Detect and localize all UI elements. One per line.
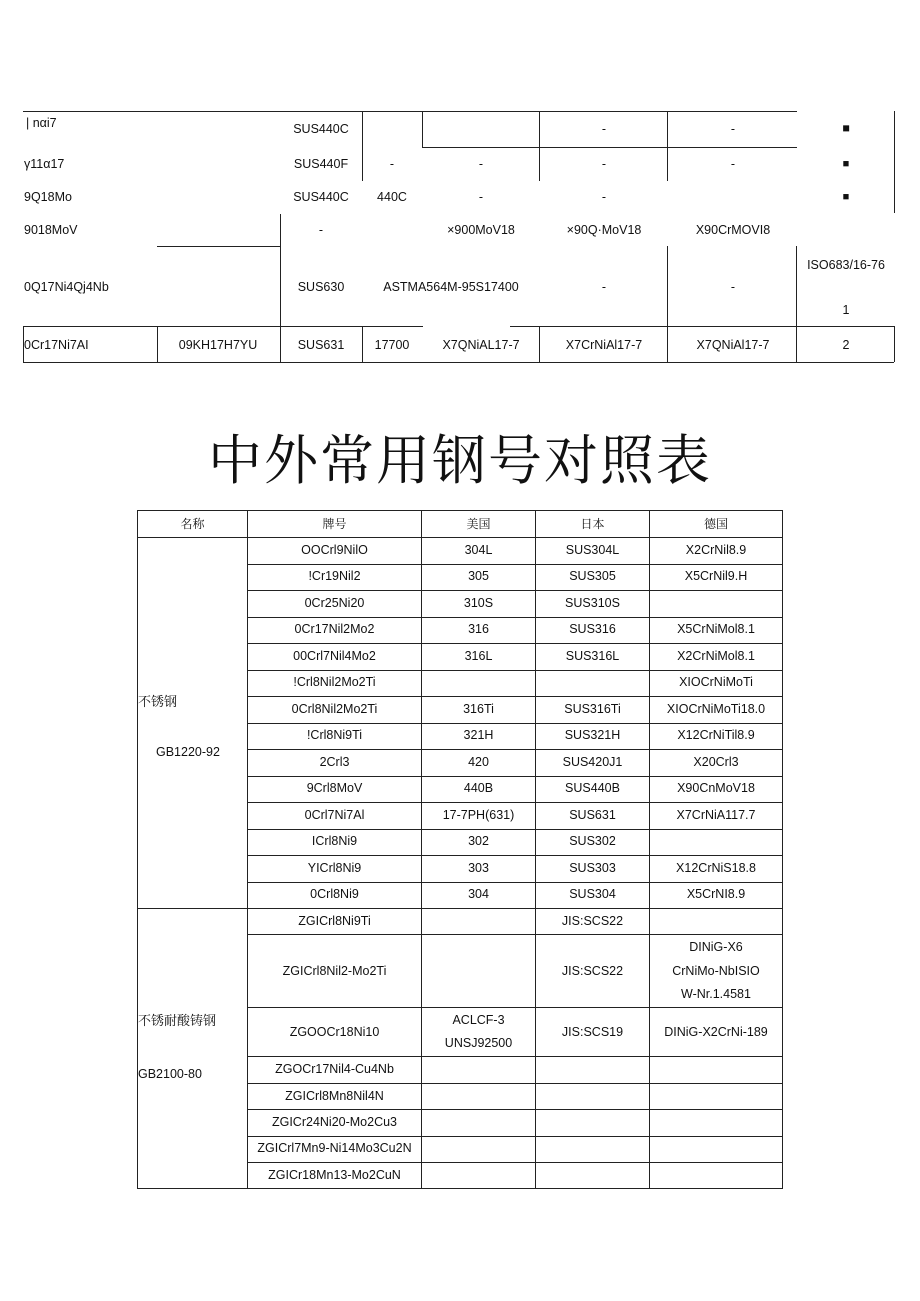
cell-grade: ZGICrl8Nil2-Mo2Ti	[248, 935, 422, 1008]
cell-grade: OOCrl9NilO	[248, 538, 422, 565]
cell-grade: 0Cr17Nil2Mo2	[248, 617, 422, 644]
top-cell: SUS631	[297, 338, 345, 352]
top-cell: 17700	[374, 338, 410, 352]
header-japan: 日本	[536, 511, 650, 538]
cell-grade: ZGICr18Mn13-Mo2CuN	[248, 1162, 422, 1188]
cell-germany: X12CrNiS18.8	[650, 856, 783, 883]
group-stainless-steel	[138, 538, 248, 909]
cell-usa	[422, 1110, 536, 1136]
cell-germany: X7CrNiA117.7	[650, 803, 783, 830]
top-cell: 2	[842, 338, 850, 352]
cell-japan	[536, 670, 650, 697]
top-cell: -	[478, 157, 484, 171]
top-cell: 0Q17Ni4Qj4Nb	[24, 280, 109, 294]
top-cell: SUS440F	[293, 157, 349, 171]
cell-usa: 310S	[422, 591, 536, 618]
cell-usa	[422, 909, 536, 935]
cell-japan	[536, 1057, 650, 1083]
cell-japan: SUS631	[536, 803, 650, 830]
top-cell: γ11α17	[24, 157, 65, 171]
square-mark: ■	[842, 121, 850, 135]
header-row	[138, 511, 783, 538]
cell-usa	[422, 1008, 536, 1057]
cell-japan: JIS:SCS22	[536, 909, 650, 935]
cell-line: UNSJ92500	[444, 1036, 513, 1051]
cell-line: ACLCF-3	[452, 1012, 505, 1027]
cell-usa	[422, 670, 536, 697]
cell-japan: JIS:SCS22	[536, 935, 650, 1008]
top-cell: 1	[842, 303, 850, 317]
top-cell: -	[389, 157, 395, 171]
top-cell: X7CrNiAl17-7	[565, 338, 643, 352]
cell-germany: X2CrNiMol8.1	[650, 644, 783, 671]
cell-grade: ZGICrl8Ni9Ti	[248, 909, 422, 935]
cell-germany	[650, 829, 783, 856]
cell-grade: ZGOOCr18Ni10	[248, 1008, 422, 1057]
top-cell: -	[601, 157, 607, 171]
cell-germany	[650, 1136, 783, 1162]
top-cell: | nαi7	[26, 116, 57, 130]
top-cell: 9Q18Mo	[24, 190, 72, 204]
cell-japan	[536, 1083, 650, 1109]
steel-comparison-table	[137, 510, 783, 1189]
top-cell: -	[601, 280, 607, 294]
cell-grade: ZGICrl8Mn8Nil4N	[248, 1083, 422, 1109]
top-cell: X7QNiAL17-7	[442, 338, 520, 352]
cell-usa	[422, 1083, 536, 1109]
cell-germany: XIOCrNiMoTi	[650, 670, 783, 697]
top-cell: ASTMA564M-95S17400	[383, 280, 519, 294]
cell-japan: SUS305	[536, 564, 650, 591]
cell-germany	[650, 935, 783, 1008]
header-usa: 美国	[422, 511, 536, 538]
top-cell: SUS440C	[293, 122, 349, 136]
top-cell: -	[730, 157, 736, 171]
cell-germany	[650, 909, 783, 935]
top-cell: ×90Q·MoV18	[566, 223, 642, 237]
table-row	[138, 909, 783, 935]
cell-germany	[650, 1110, 783, 1136]
table-row	[138, 538, 783, 565]
cell-japan	[536, 1110, 650, 1136]
cell-usa: 440B	[422, 776, 536, 803]
top-cell: SUS630	[297, 280, 345, 294]
top-cell: 09KH17H7YU	[178, 338, 258, 352]
cell-usa: 304	[422, 882, 536, 909]
cell-usa: 303	[422, 856, 536, 883]
cell-germany: X90CnMoV18	[650, 776, 783, 803]
cell-japan: SUS440B	[536, 776, 650, 803]
cell-usa: 316	[422, 617, 536, 644]
cell-japan	[536, 1162, 650, 1188]
top-cell: X7QNiAl17-7	[696, 338, 770, 352]
header-name: 名称	[138, 511, 248, 538]
top-cell: ×900MoV18	[447, 223, 515, 237]
cell-grade: YICrl8Ni9	[248, 856, 422, 883]
cell-germany: X12CrNiTil8.9	[650, 723, 783, 750]
cell-grade: 00Crl7Nil4Mo2	[248, 644, 422, 671]
top-cell: 9018MoV	[24, 223, 78, 237]
page-title: 中外常用钢号对照表	[208, 429, 712, 492]
square-mark: ■	[842, 158, 850, 170]
cell-grade: ZGOCr17Nil4-Cu4Nb	[248, 1057, 422, 1083]
cell-grade: 0Crl8Nil2Mo2Ti	[248, 697, 422, 724]
cell-japan	[536, 1136, 650, 1162]
cell-germany: XIOCrNiMoTi18.0	[650, 697, 783, 724]
cell-germany: X2CrNil8.9	[650, 538, 783, 565]
cell-usa	[422, 935, 536, 1008]
cell-usa: 304L	[422, 538, 536, 565]
cell-germany: X5CrNiMol8.1	[650, 617, 783, 644]
top-cell: X90CrMOVI8	[695, 223, 771, 237]
cell-usa	[422, 1057, 536, 1083]
cell-grade: 9Crl8MoV	[248, 776, 422, 803]
cell-grade: !Cr19Nil2	[248, 564, 422, 591]
cell-grade: 0Crl8Ni9	[248, 882, 422, 909]
top-cell: -	[478, 190, 484, 204]
cell-japan: SUS321H	[536, 723, 650, 750]
cell-grade: 0Crl7Ni7Al	[248, 803, 422, 830]
top-cell: -	[730, 122, 736, 136]
header-grade: 牌号	[248, 511, 422, 538]
group-name: 不锈耐酸铸钢	[138, 1014, 217, 1030]
square-mark: ■	[842, 191, 850, 203]
top-cell: -	[318, 223, 324, 237]
header-germany: 德国	[650, 511, 783, 538]
cell-grade: 0Cr25Ni20	[248, 591, 422, 618]
top-cell: -	[601, 190, 607, 204]
cell-japan: SUS316L	[536, 644, 650, 671]
cell-line: CrNiMo-NbISIO	[672, 963, 760, 978]
cell-germany: DINiG-X2CrNi-189	[650, 1008, 783, 1057]
cell-germany: X5CrNil9.H	[650, 564, 783, 591]
cell-japan: SUS310S	[536, 591, 650, 618]
group-name: 不锈钢	[138, 695, 178, 710]
cell-line: DINiG-X6	[689, 939, 743, 954]
cell-line: W-Nr.1.4581	[681, 987, 751, 1002]
cell-usa: 316L	[422, 644, 536, 671]
cell-grade: ZGICrl7Mn9-Ni14Mo3Cu2N	[248, 1136, 422, 1162]
group-standard: GB2100-80	[138, 1067, 202, 1082]
cell-japan: SUS420J1	[536, 750, 650, 777]
cell-germany	[650, 591, 783, 618]
top-cell: 440C	[377, 190, 407, 204]
cell-usa: 305	[422, 564, 536, 591]
cell-grade: 2Crl3	[248, 750, 422, 777]
cell-grade: !Crl8Ni9Ti	[248, 723, 422, 750]
cell-usa: 420	[422, 750, 536, 777]
cell-germany	[650, 1057, 783, 1083]
cell-usa: 316Ti	[422, 697, 536, 724]
cell-japan: SUS304L	[536, 538, 650, 565]
cell-japan: SUS316Ti	[536, 697, 650, 724]
cell-usa	[422, 1162, 536, 1188]
cell-japan: SUS303	[536, 856, 650, 883]
cell-japan: JIS:SCS19	[536, 1008, 650, 1057]
cell-japan: SUS316	[536, 617, 650, 644]
top-cell: -	[730, 280, 736, 294]
cell-japan: SUS302	[536, 829, 650, 856]
top-cell: 0Cr17Ni7AI	[24, 338, 89, 352]
cell-germany: X5CrNI8.9	[650, 882, 783, 909]
cell-grade: ICrl8Ni9	[248, 829, 422, 856]
cell-germany	[650, 1083, 783, 1109]
cell-japan: SUS304	[536, 882, 650, 909]
top-cell: SUS440C	[293, 190, 349, 204]
group-acid-resistant-cast-steel	[138, 909, 248, 1189]
cell-germany: X20Crl3	[650, 750, 783, 777]
cell-usa	[422, 1136, 536, 1162]
cell-germany	[650, 1162, 783, 1188]
cell-grade: !Crl8Nil2Mo2Ti	[248, 670, 422, 697]
cell-usa: 321H	[422, 723, 536, 750]
top-cell: -	[601, 122, 607, 136]
group-standard: GB1220-92	[156, 745, 220, 759]
cell-grade: ZGICr24Ni20-Mo2Cu3	[248, 1110, 422, 1136]
cell-usa: 302	[422, 829, 536, 856]
top-cell: ISO683/16-76	[807, 258, 885, 272]
cell-usa: 17-7PH(631)	[422, 803, 536, 830]
